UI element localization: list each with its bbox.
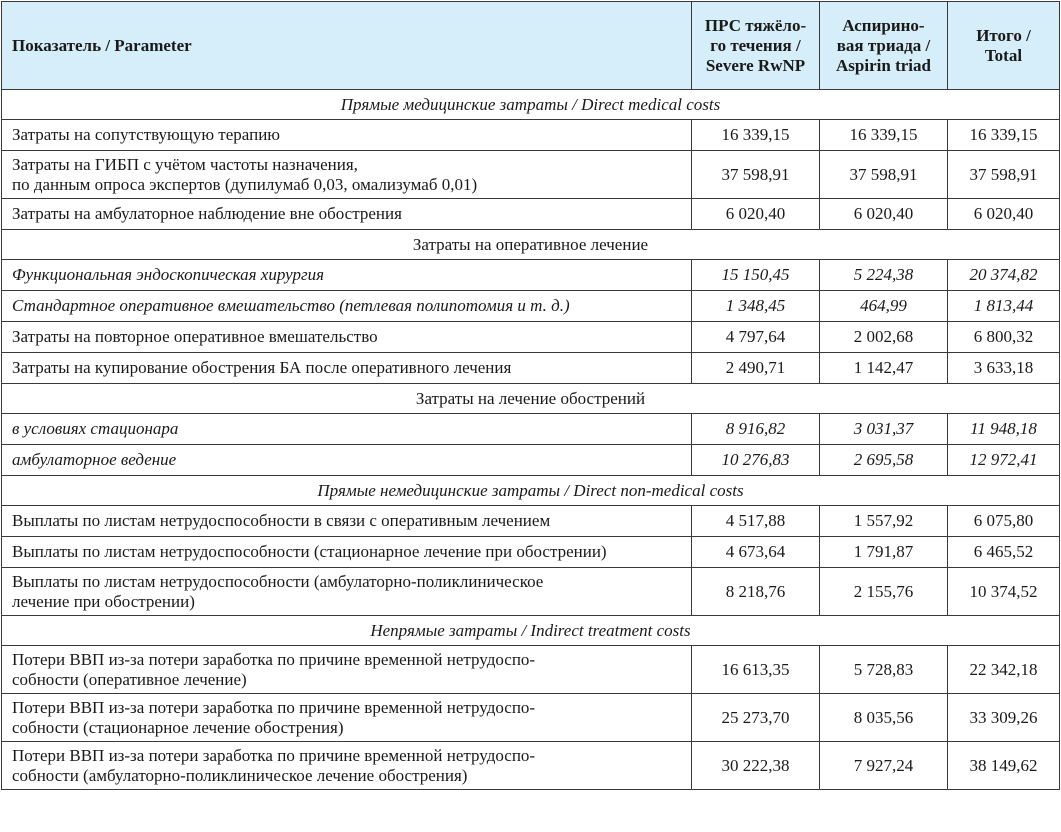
row-label (2, 120, 692, 151)
section-header-row (2, 384, 1060, 414)
row-label-line: Потери ВВП из-за потери заработка по причине временной нетрудоспо- (12, 697, 536, 717)
severe-rwnp-value: 1 348,45 (692, 291, 820, 322)
parameter-column-header: Показатель / Parameter (2, 2, 692, 90)
table-row (2, 353, 1060, 384)
total-value: 16 339,15 (948, 120, 1060, 151)
row-label-line: амбулаторное ведение (12, 450, 177, 469)
table-row (2, 291, 1060, 322)
row-label (2, 506, 692, 537)
table-row (2, 414, 1060, 445)
severe-rwnp-value: 8 916,82 (692, 414, 820, 445)
section-header-row (2, 90, 1060, 120)
severe-rwnp-value: 10 276,83 (692, 445, 820, 476)
table-row (2, 199, 1060, 230)
total-value: 6 465,52 (948, 537, 1060, 568)
total-value: 38 149,62 (948, 742, 1060, 790)
total-value: 11 948,18 (948, 414, 1060, 445)
severe-rwnp-value: 4 673,64 (692, 537, 820, 568)
table-row (2, 646, 1060, 694)
table-row (2, 322, 1060, 353)
row-label-line: Стандартное оперативное вмешательство (петлевая полипотомия и т. д.) (12, 296, 570, 315)
row-label (2, 199, 692, 230)
aspirin-triad-value: 2 155,76 (820, 568, 948, 616)
row-label-line: Потери ВВП из-за потери заработка по причине временной нетрудоспо- (12, 649, 536, 669)
total-value: 33 309,26 (948, 694, 1060, 742)
row-label-line: Выплаты по листам нетрудоспособности (амбулаторно-поликлиническое (12, 571, 544, 591)
table-body (2, 90, 1060, 790)
row-label-line: Затраты на амбулаторное наблюдение вне обострения (12, 204, 402, 223)
row-label (2, 742, 692, 790)
total-value: 6 075,80 (948, 506, 1060, 537)
table-row (2, 537, 1060, 568)
row-label-line: Потери ВВП из-за потери заработка по причине временной нетрудоспо- (12, 745, 536, 765)
total-value: 12 972,41 (948, 445, 1060, 476)
row-label-line: Затраты на сопутствующую терапию (12, 125, 280, 144)
section-title: Прямые немедицинские затраты / Direct non-medical costs (2, 476, 1060, 506)
row-label-line: Затраты на купирование обострения БА после оперативного лечения (12, 358, 512, 377)
total-value: 1 813,44 (948, 291, 1060, 322)
aspirin-triad-value: 16 339,15 (820, 120, 948, 151)
severe-rwnp-value: 16 339,15 (692, 120, 820, 151)
section-title: Затраты на оперативное лечение (2, 230, 1060, 260)
cost-table (1, 1, 1060, 790)
row-label-line: Выплаты по листам нетрудоспособности (стационарное лечение при обострении) (12, 542, 607, 561)
aspirin-triad-value: 1 557,92 (820, 506, 948, 537)
aspirin-triad-value: 37 598,91 (820, 151, 948, 199)
row-label-line: собности (стационарное лечение обострения) (12, 717, 344, 737)
table-row (2, 260, 1060, 291)
severe-rwnp-value: 6 020,40 (692, 199, 820, 230)
row-label (2, 646, 692, 694)
aspirin-triad-value: 2 695,58 (820, 445, 948, 476)
row-label-line: собности (оперативное лечение) (12, 669, 247, 689)
row-label-line: Затраты на ГИБП с учётом частоты назначения, (12, 154, 358, 174)
aspirin-triad-value: 8 035,56 (820, 694, 948, 742)
total-value: 37 598,91 (948, 151, 1060, 199)
table-row (2, 568, 1060, 616)
row-label (2, 537, 692, 568)
row-label (2, 353, 692, 384)
total-value: 3 633,18 (948, 353, 1060, 384)
section-title: Непрямые затраты / Indirect treatment costs (2, 616, 1060, 646)
aspirin-triad-value: 3 031,37 (820, 414, 948, 445)
row-label-line: лечение при обострении) (12, 591, 195, 611)
row-label (2, 291, 692, 322)
aspirin-triad-column-header: Аспирино- вая триада / Aspirin triad (820, 2, 948, 90)
table-header-row (2, 2, 1060, 90)
severe-rwnp-value: 4 517,88 (692, 506, 820, 537)
row-label-line: Функциональная эндоскопическая хирургия (12, 265, 324, 284)
row-label (2, 151, 692, 199)
total-column-header: Итого / Total (948, 2, 1060, 90)
table-row (2, 742, 1060, 790)
aspirin-triad-value: 464,99 (820, 291, 948, 322)
row-label (2, 322, 692, 353)
severe-rwnp-value: 4 797,64 (692, 322, 820, 353)
total-value: 6 020,40 (948, 199, 1060, 230)
table-row (2, 506, 1060, 537)
table-row (2, 120, 1060, 151)
aspirin-triad-value: 1 142,47 (820, 353, 948, 384)
severe-rwnp-column-header: ПРС тяжёло- го течения / Severe RwNP (692, 2, 820, 90)
aspirin-triad-value: 6 020,40 (820, 199, 948, 230)
row-label (2, 694, 692, 742)
severe-rwnp-value: 2 490,71 (692, 353, 820, 384)
row-label-line: Затраты на повторное оперативное вмешательство (12, 327, 378, 346)
severe-rwnp-value: 16 613,35 (692, 646, 820, 694)
total-value: 10 374,52 (948, 568, 1060, 616)
row-label-line: Выплаты по листам нетрудоспособности в связи с оперативным лечением (12, 511, 551, 530)
severe-rwnp-value: 30 222,38 (692, 742, 820, 790)
section-header-row (2, 616, 1060, 646)
total-value: 22 342,18 (948, 646, 1060, 694)
table-row (2, 694, 1060, 742)
section-title: Прямые медицинские затраты / Direct medical costs (2, 90, 1060, 120)
aspirin-triad-value: 5 224,38 (820, 260, 948, 291)
row-label (2, 568, 692, 616)
row-label (2, 414, 692, 445)
severe-rwnp-value: 25 273,70 (692, 694, 820, 742)
total-value: 6 800,32 (948, 322, 1060, 353)
aspirin-triad-value: 7 927,24 (820, 742, 948, 790)
row-label (2, 260, 692, 291)
severe-rwnp-value: 15 150,45 (692, 260, 820, 291)
aspirin-triad-value: 5 728,83 (820, 646, 948, 694)
total-value: 20 374,82 (948, 260, 1060, 291)
section-title: Затраты на лечение обострений (2, 384, 1060, 414)
section-header-row (2, 476, 1060, 506)
section-header-row (2, 230, 1060, 260)
aspirin-triad-value: 2 002,68 (820, 322, 948, 353)
aspirin-triad-value: 1 791,87 (820, 537, 948, 568)
table-row (2, 445, 1060, 476)
severe-rwnp-value: 37 598,91 (692, 151, 820, 199)
row-label-line: в условиях стационара (12, 419, 179, 438)
severe-rwnp-value: 8 218,76 (692, 568, 820, 616)
table-row (2, 151, 1060, 199)
row-label-line: по данным опроса экспертов (дупилумаб 0,03, омализумаб 0,01) (12, 174, 478, 194)
row-label (2, 445, 692, 476)
row-label-line: собности (амбулаторно-поликлиническое лечение обострения) (12, 765, 468, 785)
